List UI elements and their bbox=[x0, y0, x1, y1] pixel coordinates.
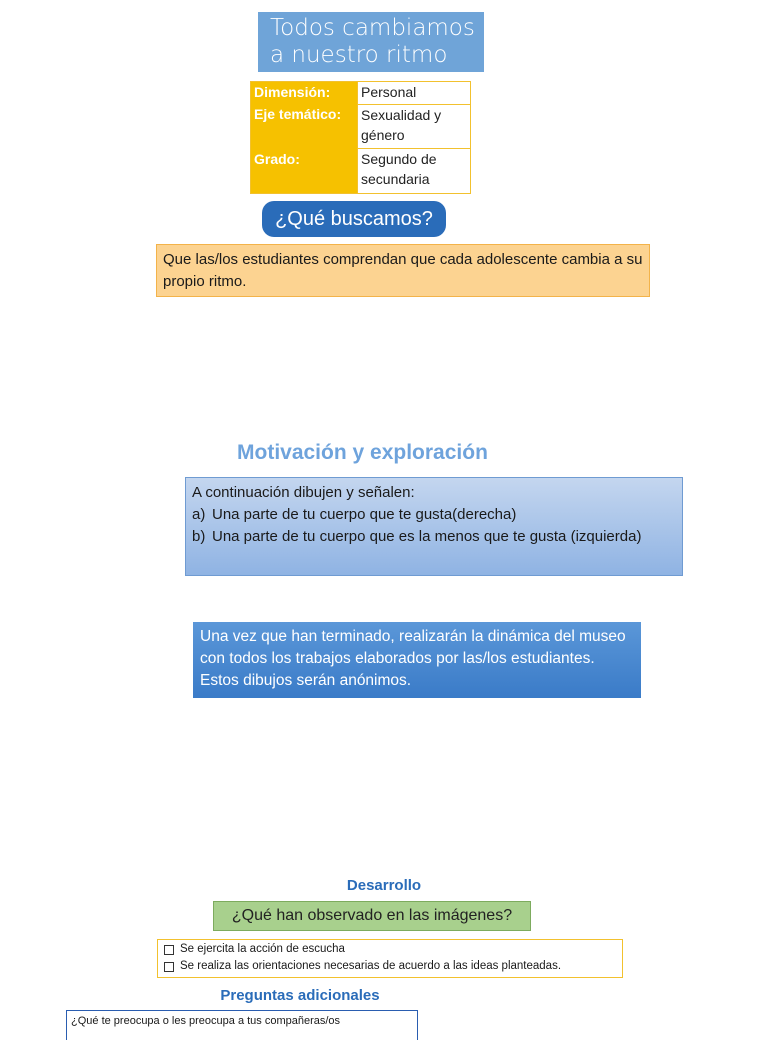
list-item bbox=[192, 504, 676, 526]
goal-heading: ¿Qué buscamos? bbox=[262, 201, 446, 237]
checkbox-icon[interactable] bbox=[164, 962, 174, 972]
instructions-intro: A continuación dibujen y señalen: bbox=[192, 484, 415, 501]
list-item-text: Una parte de tu cuerpo que te gusta(derecha) bbox=[212, 506, 517, 523]
motivation-heading: Motivación y exploración bbox=[237, 441, 488, 464]
info-key-dimension: Dimensión: bbox=[251, 82, 358, 105]
additional-question: ¿Qué te preocupa o les preocupa a tus compañeras/os bbox=[66, 1010, 418, 1040]
info-value-dimension: Personal bbox=[358, 82, 471, 105]
observed-question: ¿Qué han observado en las imágenes? bbox=[213, 901, 531, 931]
title-line-1: Todos cambiamos bbox=[270, 15, 475, 41]
checklist-item bbox=[162, 958, 618, 975]
list-marker: a) bbox=[192, 506, 206, 523]
list-marker: b) bbox=[192, 528, 206, 545]
development-heading: Desarrollo bbox=[346, 877, 422, 894]
additional-heading: Preguntas adicionales bbox=[220, 987, 380, 1004]
checklist-item bbox=[162, 941, 618, 958]
list-item-text: Una parte de tu cuerpo que es la menos que te gusta (izquierda) bbox=[212, 528, 642, 545]
info-key-grade: Grado: bbox=[251, 149, 358, 194]
info-row bbox=[251, 149, 471, 194]
title-line-2: a nuestro ritmo bbox=[270, 42, 448, 68]
checkbox-icon[interactable] bbox=[164, 945, 174, 955]
info-key-axis: Eje temático: bbox=[251, 104, 358, 149]
checklist bbox=[157, 939, 623, 978]
info-table bbox=[250, 81, 471, 194]
info-value-axis: Sexualidad y género bbox=[358, 104, 471, 149]
info-row bbox=[251, 104, 471, 149]
checklist-text: Se realiza las orientaciones necesarias de acuerdo a las ideas planteadas. bbox=[180, 960, 562, 972]
info-row bbox=[251, 82, 471, 105]
list-item bbox=[192, 526, 676, 548]
title-box bbox=[258, 12, 484, 72]
goal-text: Que las/los estudiantes comprendan que cada adolescente cambia a su propio ritmo. bbox=[156, 244, 650, 297]
info-value-grade: Segundo de secundaria bbox=[358, 149, 471, 194]
checklist-text: Se ejercita la acción de escucha bbox=[180, 943, 345, 955]
museum-dynamic-text: Una vez que han terminado, realizarán la dinámica del museo con todos los trabajos elaborados por las/los estudiantes. Estos dibujos serán anónimos. bbox=[193, 622, 641, 698]
instructions-box bbox=[185, 477, 683, 576]
